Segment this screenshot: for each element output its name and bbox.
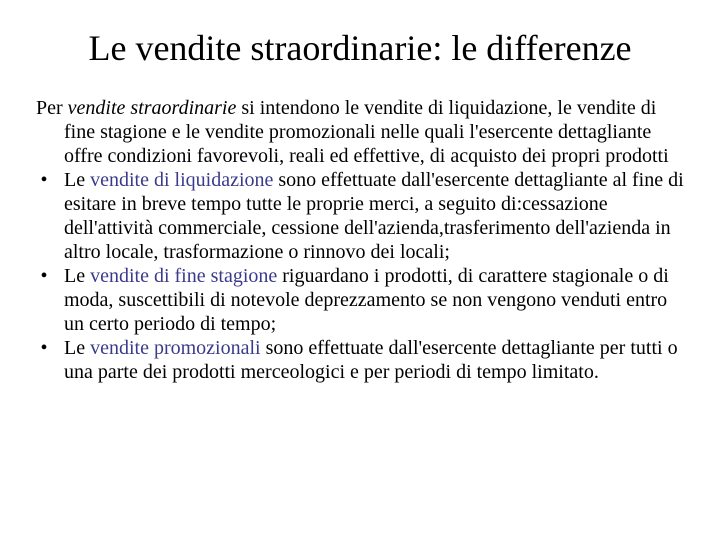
intro-text: si intendono le vendite di liquidazione, le vendite di fine stagione e le vendite promozionali nelle quali l'esercente dettagliante offre condizioni favorevoli, reali ed effettive, di acquisto dei propri prodotti bbox=[64, 97, 669, 167]
bullet-prefix: Le bbox=[64, 169, 91, 191]
bullet-dot-icon: • bbox=[40, 337, 48, 359]
slide-body bbox=[36, 96, 690, 384]
bullet-text: sono effettuate dall'esercente dettagliante per tutti o una parte dei prodotti merceologici e per periodi di tempo limitato. bbox=[64, 337, 678, 383]
bullet-text: riguardano i prodotti, di carattere stagionale o di moda, suscettibili di notevole deprezzamento se non vengono venduti entro un certo periodo di tempo; bbox=[64, 265, 669, 335]
bullet-dot-icon: • bbox=[40, 265, 48, 287]
intro-prefix: Per bbox=[36, 97, 68, 119]
bullet-text: sono effettuate dall'esercente dettagliante al fine di esitare in breve tempo tutte le proprie merci, a seguito di:cessazione dell'attività commerciale, cessione dell'azienda,trasferimento dell'azienda in altro locale, trasformazione o rinnovo dei locali; bbox=[64, 169, 684, 263]
intro-term: vendite straordinarie bbox=[67, 97, 237, 119]
bullet-prefix: Le bbox=[64, 337, 91, 359]
bullet-item-liquidazione bbox=[36, 168, 690, 264]
bullet-term: vendite promozionali bbox=[90, 337, 261, 359]
bullet-term: vendite di liquidazione bbox=[90, 169, 274, 191]
bullet-item-fine-stagione bbox=[36, 264, 690, 336]
slide-title: Le vendite straordinarie: le differenze bbox=[88, 28, 632, 68]
bullet-dot-icon: • bbox=[40, 169, 48, 191]
intro-paragraph bbox=[36, 96, 690, 168]
bullet-prefix: Le bbox=[64, 265, 91, 287]
bullet-item-promozionali bbox=[36, 336, 690, 384]
bullet-term: vendite di fine stagione bbox=[90, 265, 278, 287]
